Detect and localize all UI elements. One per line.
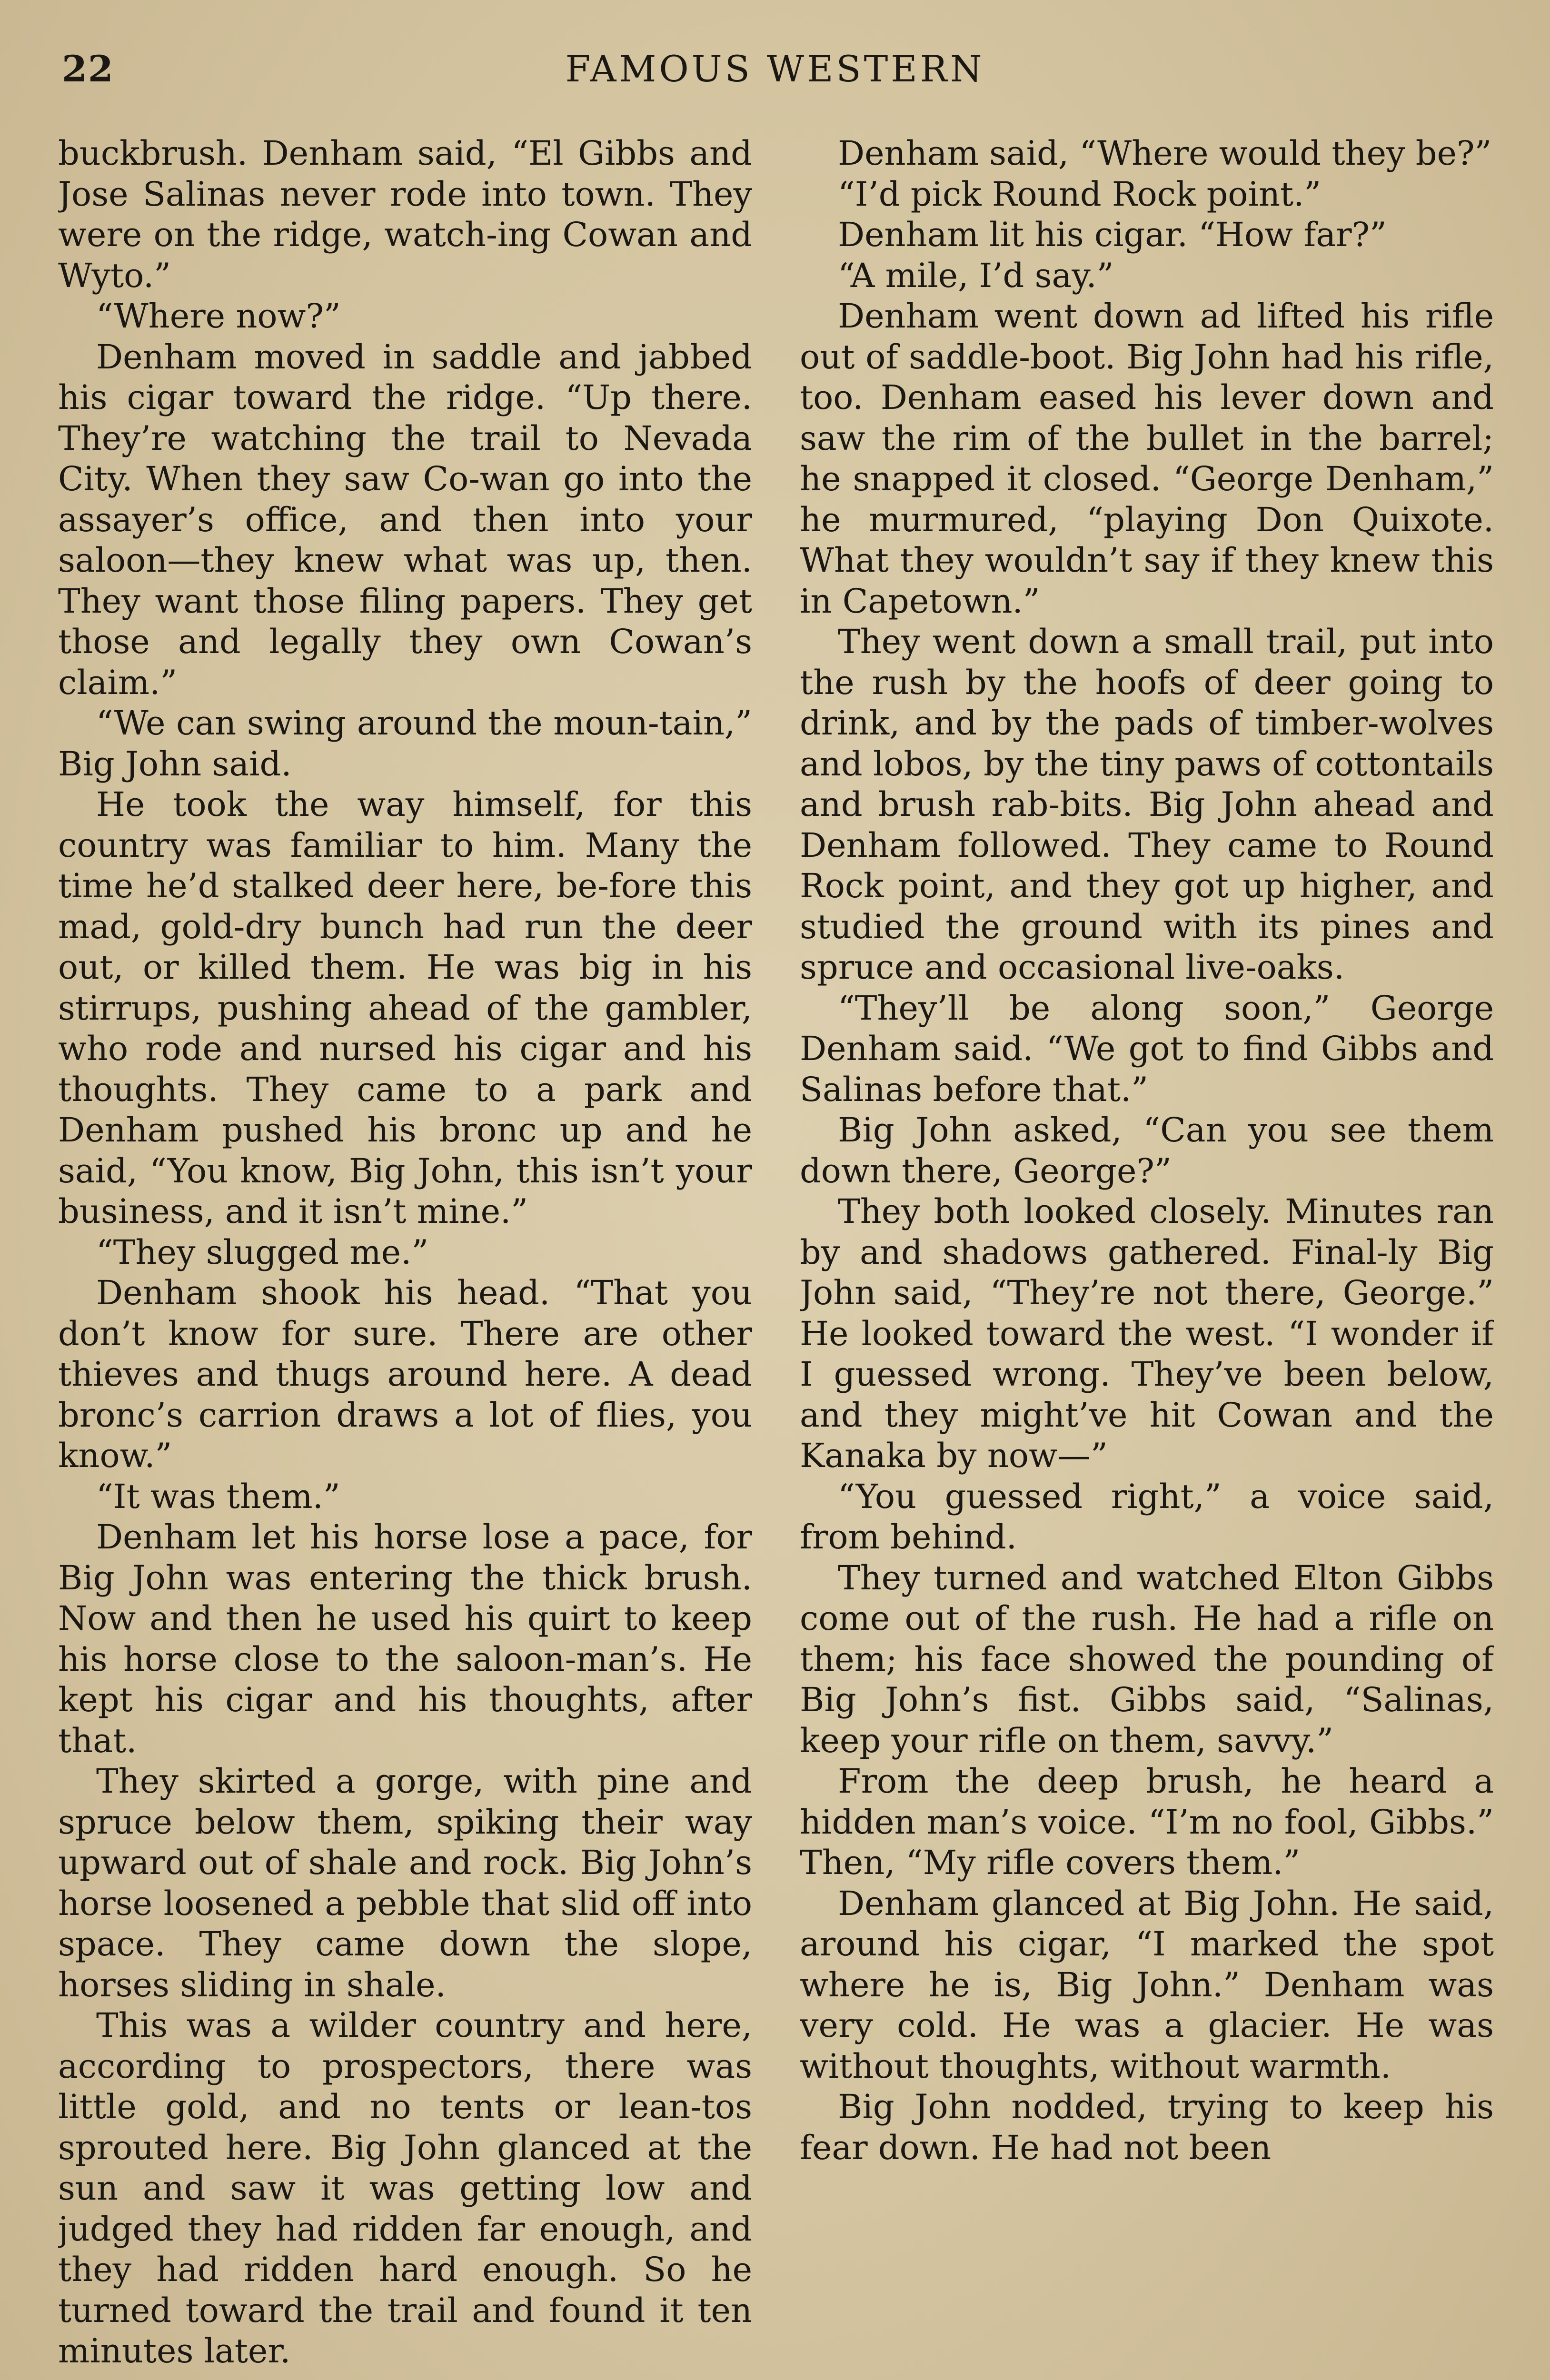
paragraph: buckbrush. Denham said, “El Gibbs and Jose Salinas never rode into town. They were on the ridge, watch-ing Cowan and Wyto.” [58, 134, 752, 295]
paragraph: Big John nodded, trying to keep his fear down. He had not been [800, 2087, 1494, 2167]
paragraph: This was a wilder country and here, according to prospectors, there was little gold, and no tents or lean-tos sprouted here. Big John glanced at the sun and saw it was getting low and judged they had ridden far enough, and they had ridden hard enough. So he turned toward the trail and found it ten minutes later. [58, 2006, 752, 2370]
page-number: 22 [62, 48, 114, 90]
paragraph: Denham shook his head. “That you don’t know for sure. There are other thieves and thugs around here. A dead bronc’s carrion draws a lot of flies, you know.” [58, 1273, 752, 1475]
paragraph: Big John asked, “Can you see them down there, George?” [800, 1111, 1494, 1190]
paragraph: They both looked closely. Minutes ran by and shadows gathered. Final-ly Big John said, “They’re not there, George.” He looked toward the west. “I wonder if I guessed wrong. They’ve been below, and they might’ve hit Cowan and the Kanaka by now—” [800, 1192, 1494, 1475]
paragraph: “Where now?” [96, 297, 341, 336]
paragraph: Denham said, “Where would they be?” [838, 134, 1492, 173]
paragraph: “It was them.” [96, 1477, 340, 1516]
paragraph: From the deep brush, he heard a hidden man’s voice. “I’m no fool, Gibbs.” Then, “My rifle covers them.” [800, 1762, 1494, 1882]
paragraph: Denham let his horse lose a pace, for Big John was entering the thick brush. Now and then he used his quirt to keep his horse close to the saloon-man’s. He kept his cigar and his thoughts, after that. [58, 1517, 752, 1760]
paragraph: “They’ll be along soon,” George Denham said. “We got to find Gibbs and Salinas before that.” [800, 988, 1494, 1109]
paragraph: Denham went down ad lifted his rifle out of saddle-boot. Big John had his rifle, too. Denham eased his lever down and saw the rim of the bullet in the barrel; he snapped it closed. “George Denham,” he murmured, “playing Don Quixote. What they wouldn’t say if they knew this in Capetown.” [800, 297, 1494, 621]
paragraph: “A mile, I’d say.” [838, 256, 1114, 295]
paragraph: They went down a small trail, put into the rush by the hoofs of deer going to drink, and by the pads of timber-wolves and lobos, by the tiny paws of cottontails and brush rab-bits. Big John ahead and Denham followed. They came to Round Rock point, and they got up higher, and studied the ground with its pines and spruce and occasional live-oaks. [800, 622, 1494, 987]
right-column [800, 133, 1494, 2380]
paragraph: “You guessed right,” a voice said, from behind. [800, 1477, 1494, 1557]
paragraph: “I’d pick Round Rock point.” [838, 174, 1321, 214]
running-title: FAMOUS WESTERN [565, 48, 985, 90]
paragraph: Denham moved in saddle and jabbed his cigar toward the ridge. “Up there. They’re watching the trail to Nevada City. When they saw Co-wan go into the assayer’s office, and then into your saloon—they knew what was up, then. They want those filing papers. They get those and legally they own Cowan’s claim.” [58, 337, 752, 702]
paragraph: “We can swing around the moun-tain,” Big John said. [58, 704, 752, 783]
paragraph: They skirted a gorge, with pine and spruce below them, spiking their way upward out of shale and rock. Big John’s horse loosened a pebble that slid off into space. They came down the slope, horses sliding in shale. [58, 1762, 752, 2004]
page-header [62, 48, 1488, 100]
paragraph: They turned and watched Elton Gibbs come out of the rush. He had a rifle on them; his face showed the pounding of Big John’s fist. Gibbs said, “Salinas, keep your rifle on them, savvy.” [800, 1558, 1494, 1760]
text-columns [58, 133, 1494, 2380]
paragraph: Denham lit his cigar. “How far?” [838, 215, 1387, 254]
left-column [58, 133, 752, 2380]
paragraph: Denham glanced at Big John. He said, around his cigar, “I marked the spot where he is, Big John.” Denham was very cold. He was a glacier. He was without thoughts, without warmth. [800, 1884, 1494, 2086]
paragraph: He took the way himself, for this country was familiar to him. Many the time he’d stalked deer here, be-fore this mad, gold-dry bunch had run the deer out, or killed them. He was big in his stirrups, pushing ahead of the gambler, who rode and nursed his cigar and his thoughts. They came to a park and Denham pushed his bronc up and he said, “You know, Big John, this isn’t your business, and it isn’t mine.” [58, 785, 752, 1231]
paragraph: “They slugged me.” [96, 1232, 429, 1272]
